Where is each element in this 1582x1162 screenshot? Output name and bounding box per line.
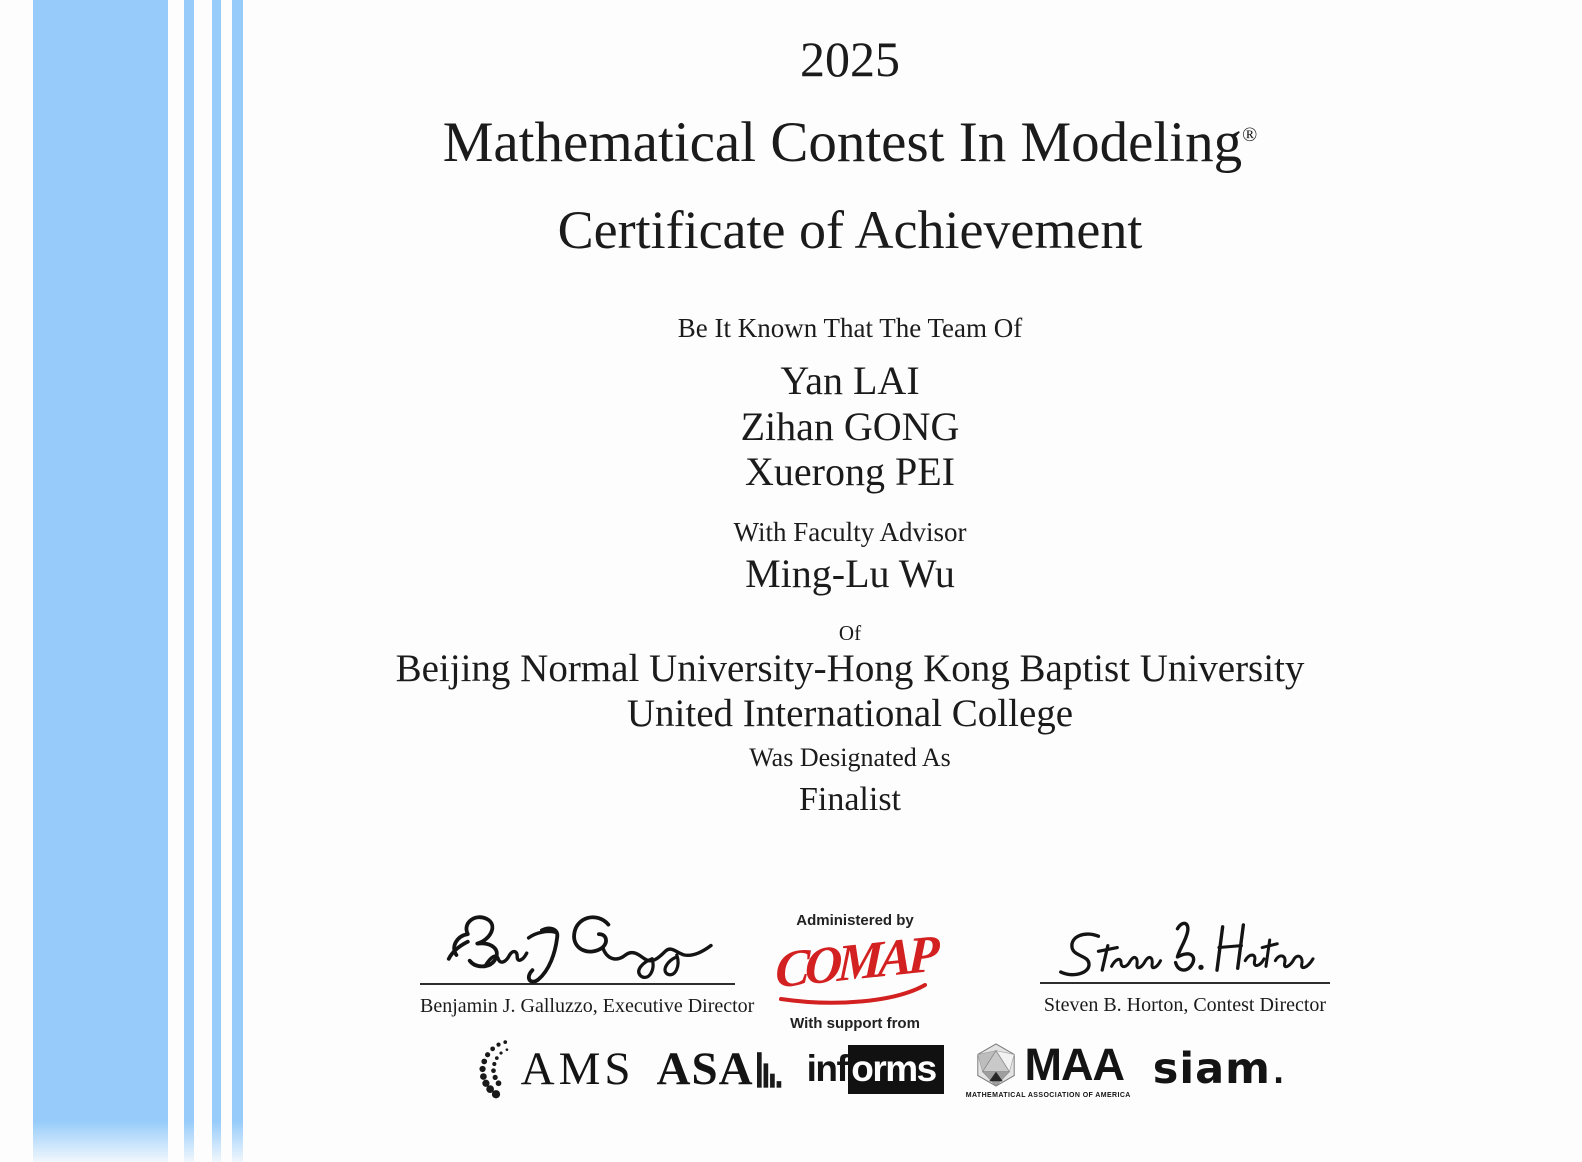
ams-logo (475, 1033, 635, 1105)
contest-title-text: Mathematical Contest In Modeling (442, 111, 1243, 174)
asa-label: ASA (656, 1043, 754, 1095)
asa-bars-icon (757, 1047, 785, 1091)
informs-label-prefix: inf (806, 1047, 848, 1089)
informs-label-suffix: orms (848, 1045, 943, 1094)
certificate-content (118, 0, 1582, 819)
ams-label: AMS (520, 1043, 635, 1095)
contest-director-signature-block (1040, 908, 1330, 1017)
executive-director-name: Benjamin J. Galluzzo, Executive Director (420, 995, 755, 1017)
designation-value: Finalist (798, 781, 902, 819)
comap-logo (765, 925, 945, 1013)
informs-logo (807, 1045, 944, 1094)
support-label: With support from (790, 1015, 920, 1032)
steven-horton-signature (1045, 908, 1325, 988)
contest-title (118, 110, 1582, 175)
contest-director-name: Steven B. Horton, Contest Director (1043, 994, 1327, 1016)
institution-line-1: Beijing Normal University-Hong Kong Baptist University (395, 646, 1305, 690)
team-intro: Be It Known That The Team Of (677, 313, 1023, 343)
certificate-subtitle: Certificate of Achievement (557, 200, 1143, 260)
team-member-1: Yan LAI (780, 358, 920, 403)
team-member-2: Zihan GONG (740, 403, 960, 449)
siam-period: . (1272, 1056, 1286, 1091)
comap-logo-text: COMAP (774, 925, 936, 1000)
advisor-name: Ming-Lu Wu (745, 550, 955, 596)
siam-logo (1153, 1044, 1286, 1094)
signature-line-right (1040, 982, 1330, 984)
comap-block (765, 912, 945, 1032)
benjamin-galluzzo-signature (428, 898, 728, 993)
team-member-3: Xuerong PEI (745, 449, 955, 495)
signature-line-left (420, 983, 735, 985)
sponsor-logos-row (178, 1030, 1582, 1108)
asa-logo (657, 1042, 785, 1096)
registered-mark: ® (1242, 124, 1258, 146)
comap-swash-stroke (773, 983, 933, 1007)
institution-line-2: United International College (626, 692, 1074, 736)
advisor-label: With Faculty Advisor (733, 516, 967, 547)
year: 2025 (800, 31, 900, 87)
administered-by-label: Administered by (796, 912, 914, 929)
maa-label: MAA (1024, 1039, 1124, 1090)
ams-dots-icon (475, 1033, 517, 1105)
maa-icosahedron-icon (973, 1041, 1019, 1089)
maa-logo (966, 1039, 1131, 1099)
siam-label: siam (1152, 1044, 1271, 1094)
executive-director-signature-block (420, 898, 755, 1018)
of-label: Of (838, 620, 862, 645)
maa-caption: MATHEMATICAL ASSOCIATION OF AMERICA (965, 1092, 1131, 1099)
designation-label: Was Designated As (749, 743, 951, 773)
